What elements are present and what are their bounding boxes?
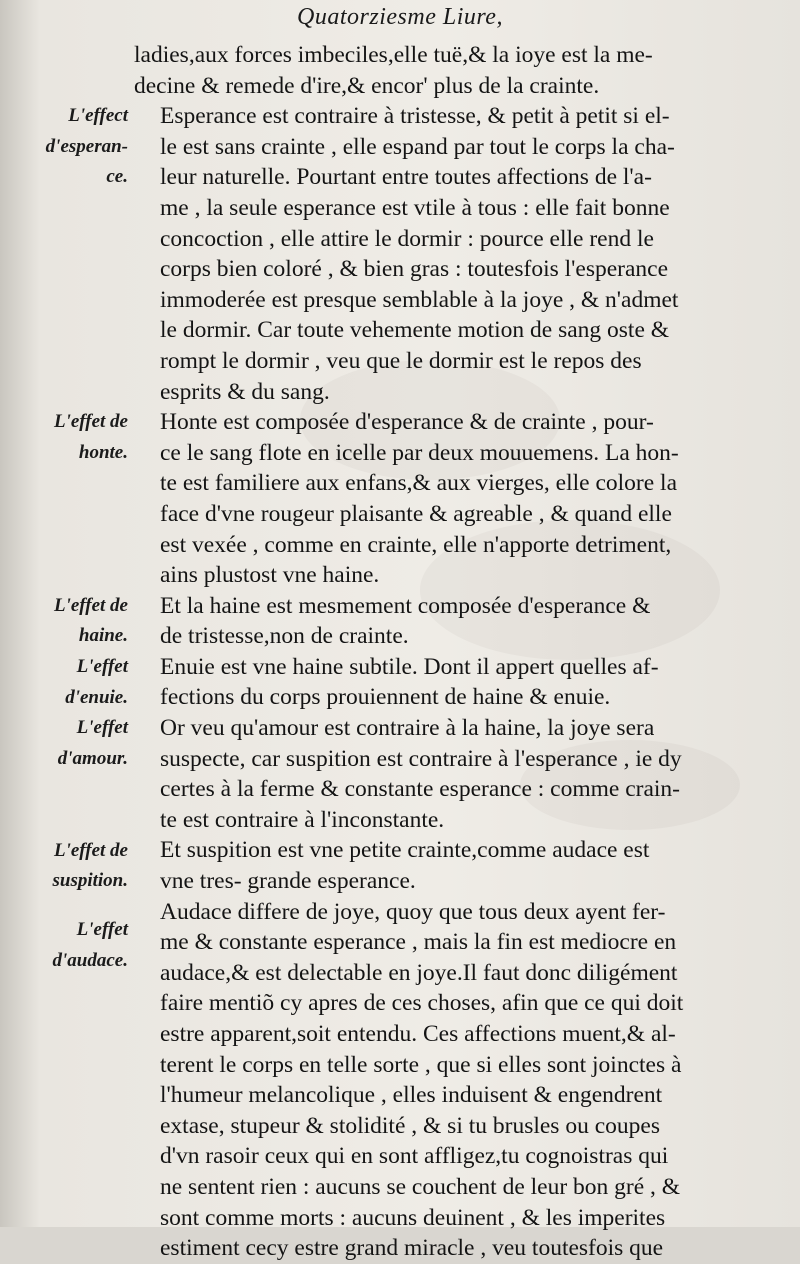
paragraph bbox=[134, 591, 734, 652]
paragraph bbox=[134, 40, 734, 101]
text-line: decine & remede d'ire,& encor' plus de la crainte. bbox=[134, 72, 600, 99]
text-line: te est contraire à l'inconstante. bbox=[160, 806, 445, 833]
text-line: esprits & du sang. bbox=[160, 378, 330, 405]
margin-note-line: ce. bbox=[106, 166, 128, 188]
margin-note-line: d'enuie. bbox=[65, 686, 128, 708]
margin-note-line: honte. bbox=[78, 441, 128, 463]
text-line: face d'vne rougeur plaisante & agreable , & quand elle bbox=[160, 500, 672, 527]
text-line: ladies,aux forces imbeciles,elle tuë,& la ioye est la me- bbox=[134, 42, 653, 68]
text-line: estre apparent,soit entendu. Ces affections muent,& al- bbox=[160, 1021, 676, 1047]
text-line: fections du corps prouiennent de haine & enuie. bbox=[160, 684, 611, 711]
margin-note-line: d'amour. bbox=[57, 747, 128, 769]
margin-note-line: suspition. bbox=[52, 870, 128, 892]
text-line: terent le corps en telle sorte , que si elles sont joinctes à bbox=[160, 1051, 682, 1078]
margin-note-line: L'effet bbox=[76, 656, 128, 677]
text-line: immoderée est presque semblable à la joye , & n'admet bbox=[160, 286, 679, 313]
text-line: est vexée , comme en crainte, elle n'apporte detriment, bbox=[160, 531, 672, 558]
paragraph bbox=[134, 835, 734, 896]
text-line: suspecte, car suspition est contraire à l'esperance , ie dy bbox=[160, 745, 682, 772]
margin-note-line: d'audace. bbox=[52, 949, 128, 971]
text-line: Et la haine est mesmement composée d'esperance & bbox=[160, 592, 651, 619]
text-line: Audace differe de joye, quoy que tous deux ayent fer- bbox=[160, 898, 666, 925]
text-line: sont comme morts : aucuns deuinent , & les imperites bbox=[160, 1204, 666, 1231]
margin-note-line: L'effect bbox=[68, 105, 128, 127]
margin-note-esperance bbox=[4, 101, 128, 193]
text-line: Et suspition est vne petite crainte,comme audace est bbox=[160, 837, 650, 864]
margin-note-haine bbox=[4, 591, 128, 652]
text-line: corps bien coloré , & bien gras : toutesfois l'esperance bbox=[160, 256, 669, 283]
text-line: de tristesse,non de crainte. bbox=[160, 623, 409, 650]
paragraph bbox=[134, 652, 734, 713]
margin-note-amour bbox=[4, 713, 128, 774]
text-line: estiment cecy estre grand miracle , veu toutesfois que bbox=[160, 1235, 664, 1262]
margin-note-line: L'effet de bbox=[53, 594, 128, 616]
margin-note-suspition bbox=[4, 836, 128, 897]
text-line: le dormir. Car toute vehemente motion de sang oste & bbox=[160, 317, 670, 344]
text-line: Or veu qu'amour est contraire à la haine, la joye sera bbox=[160, 715, 655, 742]
margin-note-audace bbox=[4, 915, 128, 976]
margin-note-line: L'effet de bbox=[53, 839, 128, 861]
main-text-block bbox=[134, 40, 734, 1264]
running-header: Quatorziesme Liure, bbox=[297, 4, 503, 30]
text-line: d'vn rasoir ceux qui en sont affligez,tu cognoistras qui bbox=[160, 1143, 669, 1170]
text-line: l'humeur melancolique , elles induisent & engendrent bbox=[160, 1082, 663, 1109]
text-line: certes à la ferme & constante esperance : comme crain- bbox=[160, 776, 680, 803]
text-line: extase, stupeur & stolidité , & si tu brusles ou coupes bbox=[160, 1112, 660, 1139]
text-line: faire mentiõ cy apres de ces choses, afin que ce qui doit bbox=[160, 990, 684, 1017]
text-line: Enuie est vne haine subtile. Dont il appert quelles af- bbox=[160, 653, 659, 680]
text-line: concoction , elle attire le dormir : pource elle rend le bbox=[160, 225, 654, 252]
text-line: le est sans crainte , elle espand par tout le corps la cha- bbox=[160, 133, 675, 160]
text-line: me , la seule esperance est vtile à tous : elle fait bonne bbox=[160, 194, 670, 221]
text-line: ce le sang flote en icelle par deux mouuemens. La hon- bbox=[160, 439, 679, 466]
paragraph bbox=[134, 101, 734, 407]
text-line: Honte est composée d'esperance & de crainte , pour- bbox=[160, 409, 654, 436]
text-line: rompt le dormir , veu que le dormir est le repos des bbox=[160, 347, 642, 374]
margin-note-line: d'esperan- bbox=[45, 135, 128, 157]
text-line: leur naturelle. Pourtant entre toutes affections de l'a- bbox=[160, 164, 652, 191]
margin-note-honte bbox=[4, 407, 128, 468]
text-line: te est familiere aux enfans,& aux vierges, elle colore la bbox=[160, 470, 677, 497]
text-line: Esperance est contraire à tristesse, & petit à petit si el- bbox=[160, 103, 670, 130]
margin-note-line: L'effet de bbox=[53, 411, 128, 433]
paragraph bbox=[134, 407, 734, 591]
text-line: ne sentent rien : aucuns se couchent de leur bon gré , & bbox=[160, 1173, 681, 1200]
text-line: audace,& est delectable en joye.Il faut donc diligément bbox=[160, 959, 678, 986]
paragraph bbox=[134, 713, 734, 835]
margin-note-line: L'effet bbox=[76, 919, 128, 941]
margin-note-line: haine. bbox=[78, 625, 128, 647]
text-line: ains plustost vne haine. bbox=[160, 562, 380, 589]
text-line: vne tres- grande esperance. bbox=[160, 868, 416, 895]
margin-note-line: L'effet bbox=[76, 717, 128, 739]
text-line: me & constante esperance , mais la fin est mediocre en bbox=[160, 929, 677, 956]
margin-note-enuie bbox=[4, 652, 128, 713]
paragraph bbox=[134, 897, 734, 1264]
